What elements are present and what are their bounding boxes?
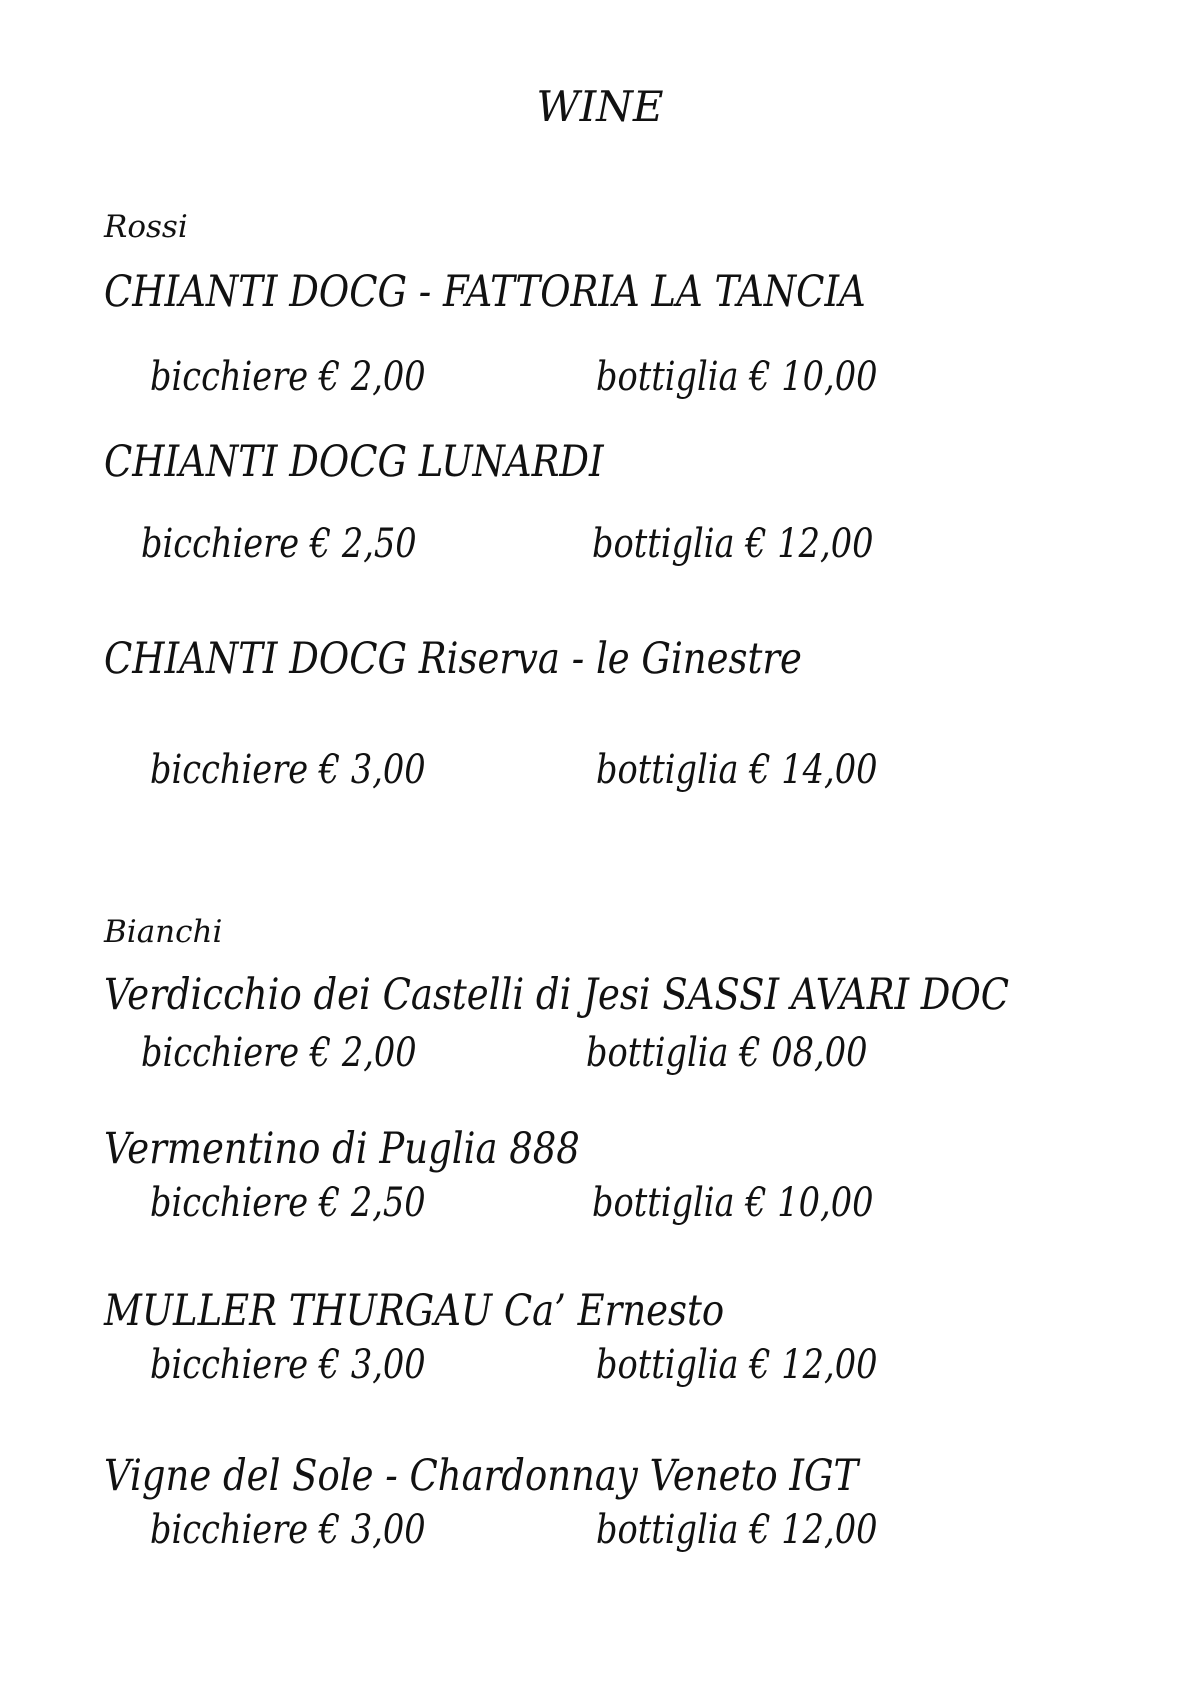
glass-price: bicchiere € 2,50 <box>150 1180 426 1226</box>
bottle-price: bottiglia € 12,00 <box>596 1342 878 1388</box>
section-heading-rossi: Rossi <box>104 209 188 245</box>
wine-name: Verdicchio dei Castelli di Jesi SASSI AVARI DOC <box>104 970 1010 1020</box>
section-heading-bianchi: Bianchi <box>104 914 223 950</box>
bottle-price: bottiglia € 08,00 <box>586 1030 868 1076</box>
glass-price: bicchiere € 2,00 <box>141 1030 417 1076</box>
bottle-price: bottiglia € 12,00 <box>596 1507 878 1553</box>
wine-name: Vermentino di Puglia 888 <box>104 1124 580 1174</box>
glass-price: bicchiere € 3,00 <box>150 1507 426 1553</box>
wine-name: CHIANTI DOCG - FATTORIA LA TANCIA <box>104 267 866 317</box>
wine-name: CHIANTI DOCG LUNARDI <box>104 437 604 487</box>
bottle-price: bottiglia € 10,00 <box>596 354 878 400</box>
glass-price: bicchiere € 2,00 <box>150 354 426 400</box>
wine-name: CHIANTI DOCG Riserva - le Ginestre <box>104 634 802 684</box>
bottle-price: bottiglia € 12,00 <box>592 521 874 567</box>
wine-name: MULLER THURGAU Ca’ Ernesto <box>104 1286 725 1336</box>
glass-price: bicchiere € 3,00 <box>150 747 426 793</box>
page-title: WINE <box>536 82 664 131</box>
glass-price: bicchiere € 3,00 <box>150 1342 426 1388</box>
wine-name: Vigne del Sole - Chardonnay Veneto IGT <box>104 1451 859 1501</box>
bottle-price: bottiglia € 14,00 <box>596 747 878 793</box>
glass-price: bicchiere € 2,50 <box>141 521 417 567</box>
bottle-price: bottiglia € 10,00 <box>592 1180 874 1226</box>
